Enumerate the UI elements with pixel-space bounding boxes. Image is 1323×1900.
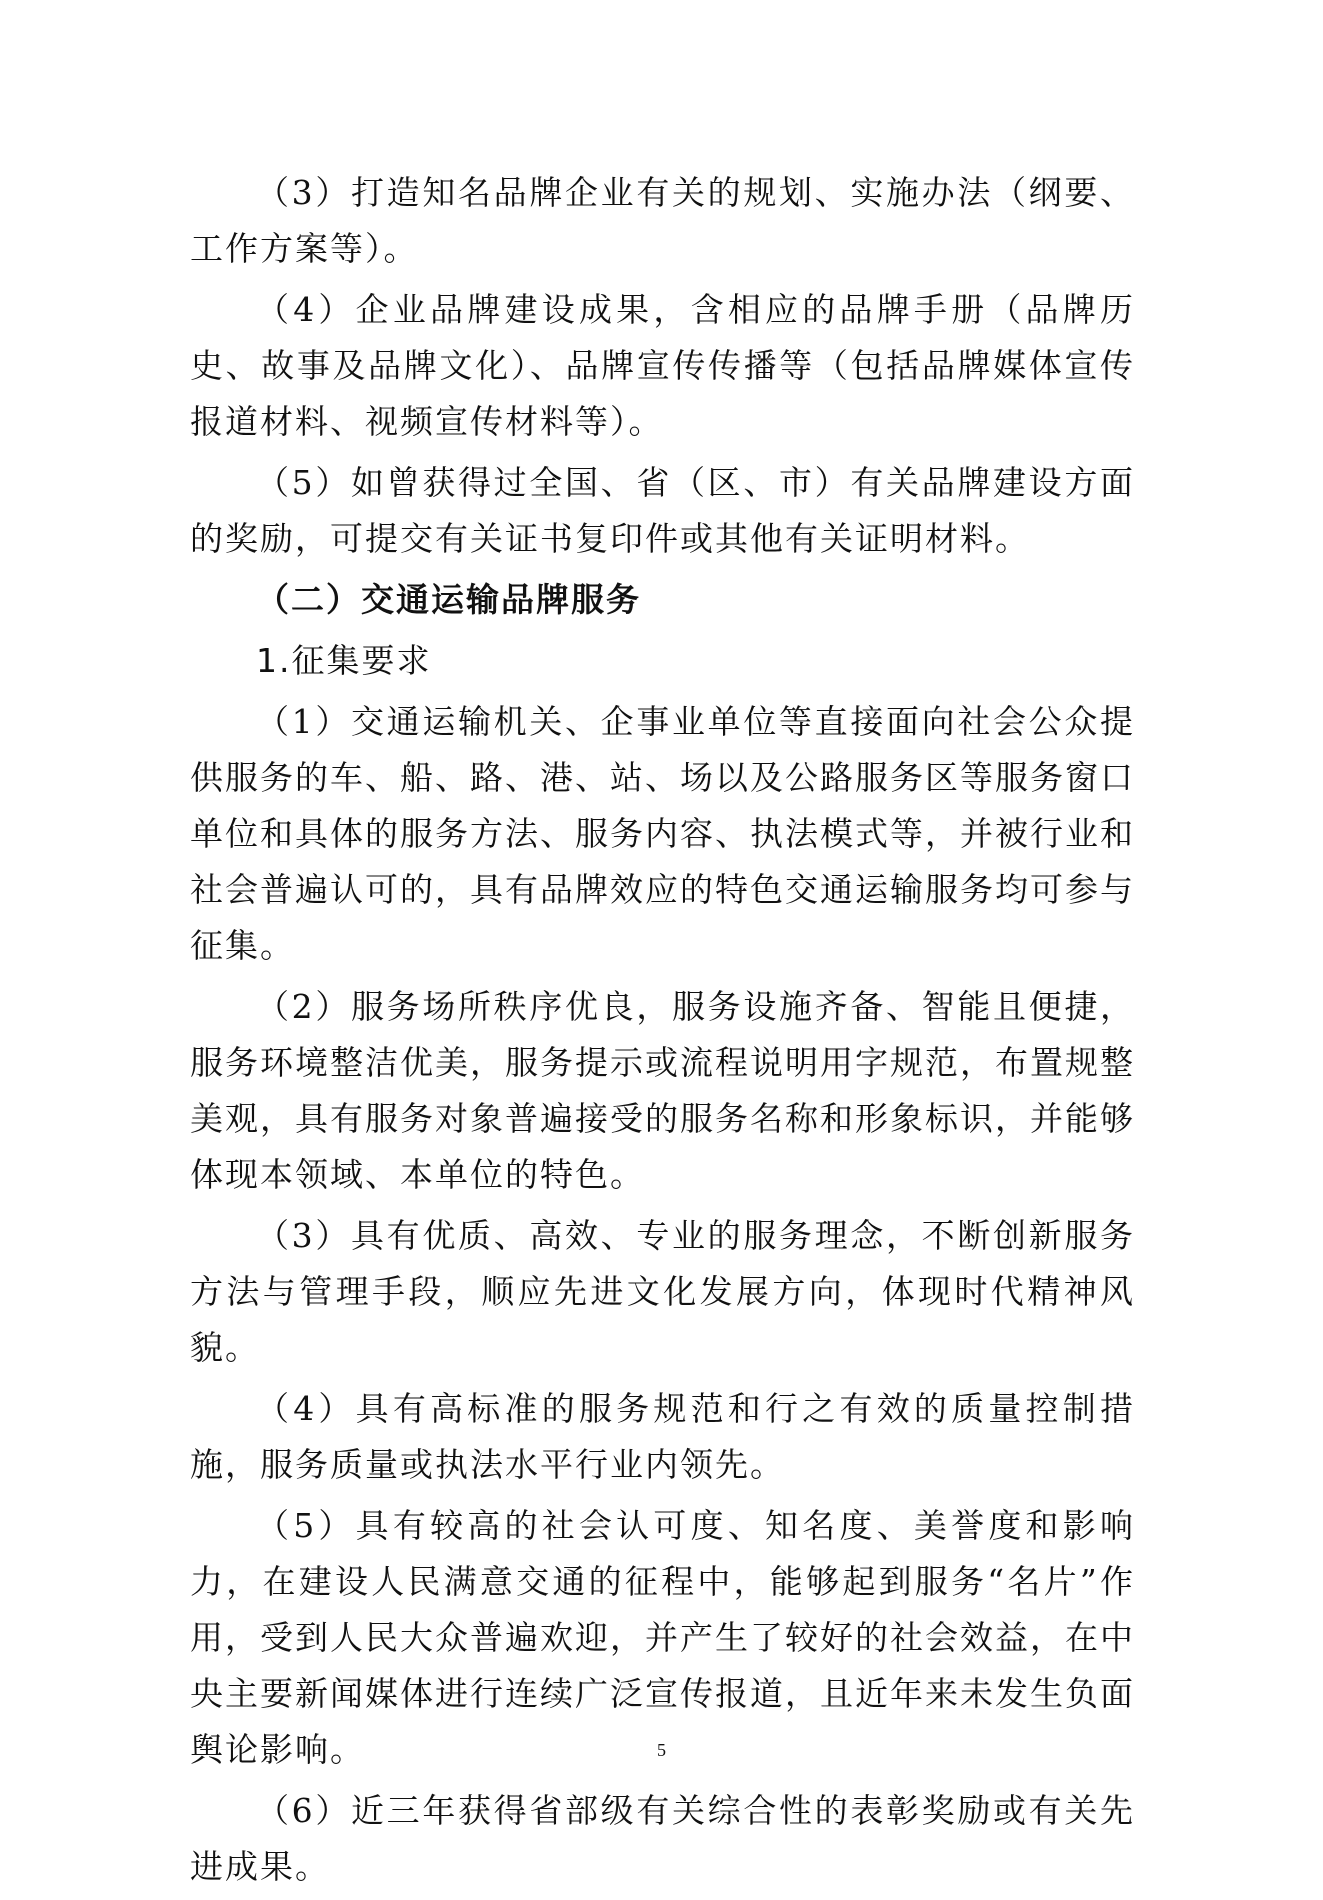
paragraph-brand-results: （4）企业品牌建设成果，含相应的品牌手册（品牌历史、故事及品牌文化）、品牌宣传传播等（包括品牌媒体宣传报道材料、视频宣传材料等）。 (190, 290, 1135, 441)
paragraph-requirement-5: （5）具有较高的社会认可度、知名度、美誉度和影响力，在建设人民满意交通的征程中，能够起到服务“名片”作用，受到人民大众普遍欢迎，并产生了较好的社会效益，在中央主要新闻媒体进行连续广泛宣传报道，且近年来未发生负面舆论影响。 (190, 1506, 1135, 1769)
document-body (190, 165, 1135, 1900)
paragraph-requirement-3: （3）具有优质、高效、专业的服务理念，不断创新服务方法与管理手段，顺应先进文化发展方向，体现时代精神风貌。 (190, 1216, 1135, 1367)
paragraph-requirement-4: （4）具有高标准的服务规范和行之有效的质量控制措施，服务质量或执法水平行业内领先。 (190, 1389, 1135, 1484)
subheading-requirements: 1.征集要求 (256, 641, 432, 680)
paragraph-requirement-6: （6）近三年获得省部级有关综合性的表彰奖励或有关先进成果。 (190, 1791, 1135, 1886)
paragraph-brand-plan: （3）打造知名品牌企业有关的规划、实施办法（纲要、工作方案等）。 (190, 173, 1135, 268)
paragraph-requirement-2: （2）服务场所秩序优良，服务设施齐备、智能且便捷，服务环境整洁优美，服务提示或流程说明用字规范，布置规整美观，具有服务对象普遍接受的服务名称和形象标识，并能够体现本领域、本单位的特色。 (190, 987, 1135, 1194)
section-heading-brand-service: （二）交通运输品牌服务 (256, 580, 641, 619)
paragraph-requirement-1: （1）交通运输机关、企事业单位等直接面向社会公众提供服务的车、船、路、港、站、场以及公路服务区等服务窗口单位和具体的服务方法、服务内容、执法模式等，并被行业和社会普遍认可的，具有品牌效应的特色交通运输服务均可参与征集。 (190, 702, 1135, 965)
paragraph-brand-awards: （5）如曾获得过全国、省（区、市）有关品牌建设方面的奖励，可提交有关证书复印件或其他有关证明材料。 (190, 463, 1135, 558)
page-number: 5 (657, 1740, 666, 1760)
